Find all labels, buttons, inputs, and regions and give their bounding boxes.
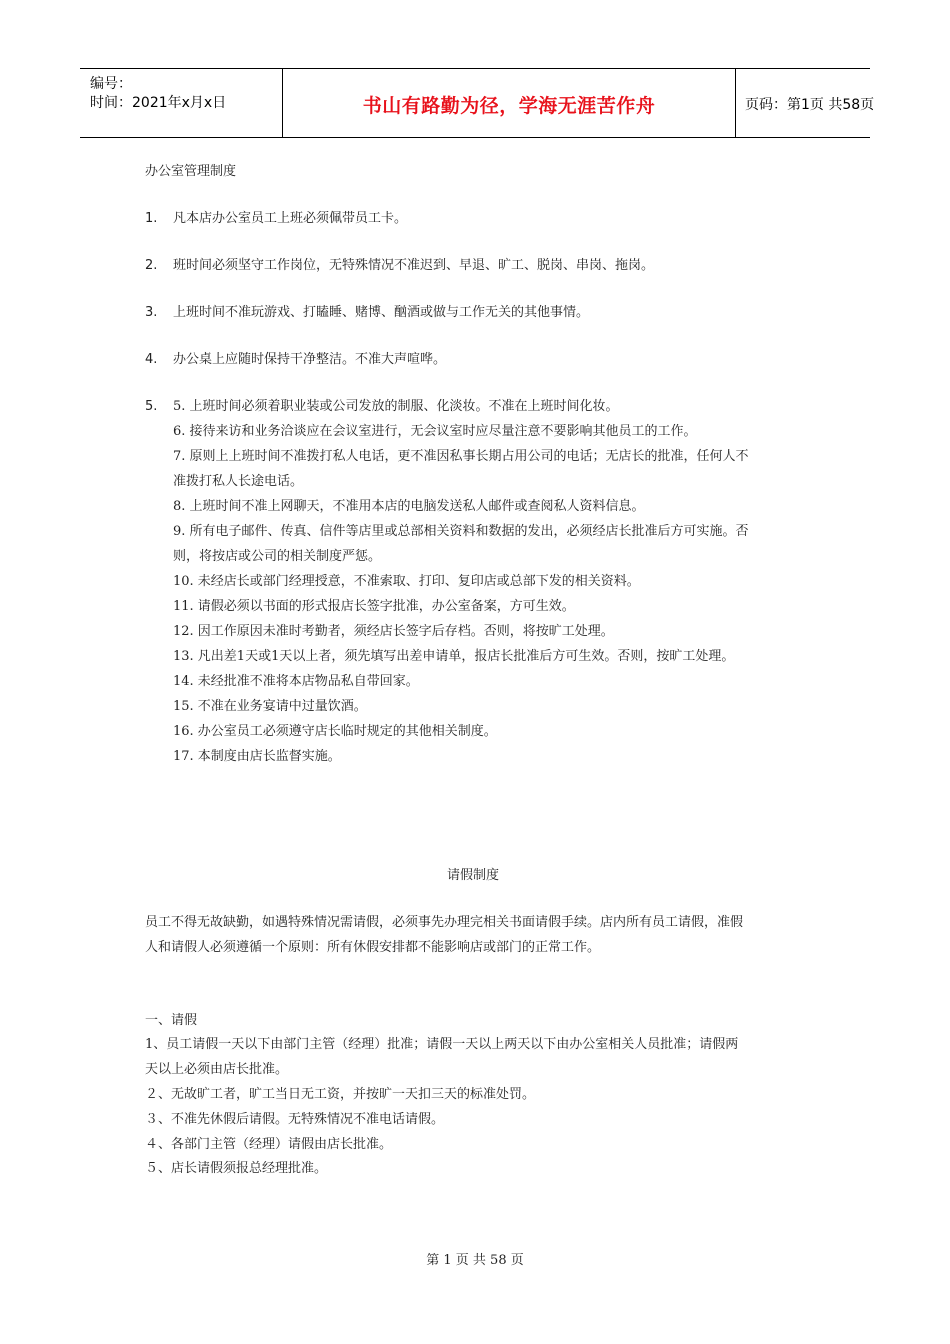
list-item: 12. 因工作原因未准时考勤者，须经店长签字后存档。否则，将按旷工处理。	[173, 624, 614, 639]
list-item: 上班时间不准玩游戏、打瞌睡、赌博、酗酒或做与工作无关的其他事情。	[173, 305, 590, 320]
list-item: 14. 未经批准不准将本店物品私自带回家。	[173, 674, 419, 689]
leave-rule-line: 天以上必须由店长批准。	[145, 1062, 289, 1077]
list-item-continuation: 则，将按店或公司的相关制度严惩。	[173, 549, 382, 564]
document-code-label: 编号：	[90, 76, 132, 92]
list-item: 8. 上班时间不准上网聊天，不准用本店的电脑发送私人邮件或查阅私人资料信息。	[173, 499, 645, 514]
list-item-number: 4.	[145, 352, 158, 367]
header-left-cell	[80, 69, 282, 137]
list-item: 5. 上班时间必须着职业装或公司发放的制服、化淡妆。不准在上班时间化妆。	[173, 399, 619, 414]
list-item: 10. 未经店长或部门经理授意，不准索取、打印、复印店或总部下发的相关资料。	[173, 574, 640, 589]
header-motto-cell	[282, 69, 736, 137]
list-item-continuation: 准拨打私人长途电话。	[173, 474, 304, 489]
list-item: 15. 不准在业务宴请中过量饮酒。	[173, 699, 367, 714]
list-item-number: 3.	[145, 305, 158, 320]
list-item: 16. 办公室员工必须遵守店长临时规定的其他相关制度。	[173, 724, 497, 739]
list-item: 11. 请假必须以书面的形式报店长签字批准，办公室备案，方可生效。	[173, 599, 575, 614]
leave-section-title: 一、请假	[145, 1013, 198, 1028]
list-item-number: 1.	[145, 211, 158, 226]
office-rules-title: 办公室管理制度	[145, 164, 237, 179]
leave-rule-line: ２、无故旷工者，旷工当日无工资，并按旷一天扣三天的标准处罚。	[145, 1087, 536, 1102]
leave-rules-title: 请假制度	[447, 868, 500, 883]
leave-rule-line: ３、不准先休假后请假。无特殊情况不准电话请假。	[145, 1112, 445, 1127]
list-item: 凡本店办公室员工上班必须佩带员工卡。	[173, 211, 408, 226]
list-item: 17. 本制度由店长监督实施。	[173, 749, 341, 764]
document-date-label: 时间：2021年x月x日	[90, 95, 227, 111]
header-motto: 书山有路勤为径，学海无涯苦作舟	[362, 95, 656, 117]
list-item-number: 2.	[145, 258, 158, 273]
list-item: 6. 接待来访和业务洽谈应在会议室进行，无会议室时应尽量注意不要影响其他员工的工作。	[173, 424, 697, 439]
leave-intro-line: 员工不得无故缺勤，如遇特殊情况需请假，必须事先办理完相关书面请假手续。店内所有员工请假，准假	[145, 915, 744, 930]
leave-intro-line: 人和请假人必须遵循一个原则：所有休假安排都不能影响店或部门的正常工作。	[145, 940, 601, 955]
list-item: 9. 所有电子邮件、传真、信件等店里或总部相关资料和数据的发出，必须经店长批准后方可实施。否	[173, 524, 749, 539]
leave-rule-line: ５、店长请假须报总经理批准。	[145, 1161, 328, 1176]
page-footer: 第 1 页 共 58 页	[426, 1253, 524, 1268]
list-item: 7. 原则上上班时间不准拨打私人电话，更不准因私事长期占用公司的电话；无店长的批准，任何人不	[173, 449, 749, 464]
leave-rule-line: ４、各部门主管（经理）请假由店长批准。	[145, 1137, 393, 1152]
leave-rule-line: 1、员工请假一天以下由部门主管（经理）批准；请假一天以上两天以下由办公室相关人员批准；请假两	[145, 1037, 739, 1052]
list-item-number: 5.	[145, 399, 158, 414]
header-page-info: 页码：第1页 共58页	[745, 97, 875, 113]
list-item: 13. 凡出差1天或1天以上者，须先填写出差申请单，报店长批准后方可生效。否则，按旷工处理。	[173, 649, 735, 664]
list-item: 班时间必须坚守工作岗位，无特殊情况不准迟到、早退、旷工、脱岗、串岗、拖岗。	[173, 258, 655, 273]
header-page-cell	[735, 69, 875, 137]
page-header	[80, 68, 875, 138]
list-item: 办公桌上应随时保持干净整洁。不准大声喧哗。	[173, 352, 447, 367]
